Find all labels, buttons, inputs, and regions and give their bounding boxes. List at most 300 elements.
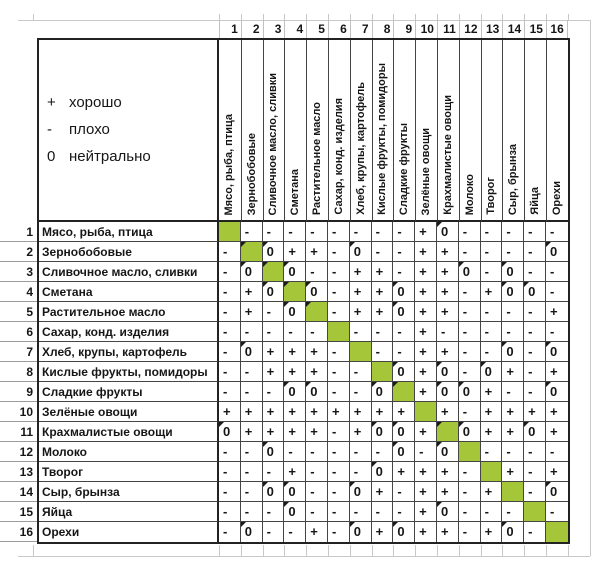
matrix-cell-r7-c5: + (306, 342, 328, 362)
matrix-cell-r5-c2: + (241, 302, 263, 322)
gridline-tick (263, 545, 264, 556)
gridline-tick (393, 545, 394, 556)
matrix-cell-r14-c11: + (437, 482, 459, 502)
matrix-cell-r3-c7: + (350, 262, 372, 282)
matrix-cell-r8-c5: + (306, 362, 328, 382)
legend-label-bad: плохо (69, 121, 110, 138)
row-label-7: Хлеб, крупы, картофель (39, 342, 219, 362)
matrix-cell-r12-c13: - (481, 442, 503, 462)
matrix-cell-r10-c13: + (481, 402, 503, 422)
row-number: 4 (0, 282, 37, 302)
matrix-cell-r12-c2: - (241, 442, 263, 462)
matrix-cell-r9-c7: - (350, 382, 372, 402)
matrix-cell-r4-c3: 0 (263, 282, 285, 302)
legend-item-neutral (47, 148, 217, 166)
matrix-cell-r11-c1: 0 (219, 422, 241, 442)
matrix-cell-r1-c7: - (350, 222, 372, 242)
matrix-cell-r7-c12: - (459, 342, 481, 362)
row-number: 9 (0, 382, 37, 402)
matrix-cell-r5-c1: - (219, 302, 241, 322)
row-label-13: Творог (39, 462, 219, 482)
matrix-cell-r10-c14: + (502, 402, 524, 422)
column-number: 12 (459, 20, 481, 38)
matrix-cell-r14-c3: 0 (263, 482, 285, 502)
matrix-cell-r5-c15: - (524, 302, 546, 322)
diagonal-cell-9 (393, 382, 415, 402)
row-label-6: Сахар, конд. изделия (39, 322, 219, 342)
matrix-cell-r14-c16: 0 (546, 482, 568, 502)
matrix-cell-r6-c11: - (437, 322, 459, 342)
matrix-cell-r6-c8: - (372, 322, 394, 342)
matrix-cell-r2-c14: - (502, 242, 524, 262)
matrix-cell-r8-c3: + (263, 362, 285, 382)
diagonal-cell-3 (263, 262, 285, 282)
matrix-cell-r11-c14: + (502, 422, 524, 442)
column-header-label: Сметана (289, 168, 302, 215)
matrix-cell-r6-c3: - (263, 322, 285, 342)
matrix-cell-r7-c3: + (263, 342, 285, 362)
gridline-tick (219, 545, 220, 556)
column-number: 6 (328, 20, 350, 38)
matrix-cell-r12-c16: - (546, 442, 568, 462)
matrix-cell-r14-c4: 0 (284, 482, 306, 502)
matrix-cell-r10-c12: - (459, 402, 481, 422)
matrix-cell-r2-c4: + (284, 242, 306, 262)
matrix-cell-r11-c2: + (241, 422, 263, 442)
row-number: 10 (0, 402, 37, 422)
row-number: 5 (0, 302, 37, 322)
gridline-tick (284, 545, 285, 556)
matrix-cell-r1-c4: - (284, 222, 306, 242)
matrix-cell-r6-c5: - (306, 322, 328, 342)
column-header-label: Сахар, конд. изделия (332, 98, 345, 215)
matrix-cell-r9-c10: + (415, 382, 437, 402)
column-header-label: Крахмалистые овощи (441, 95, 454, 215)
legend-label-neutral: нейтрально (69, 148, 151, 165)
matrix-cell-r4-c2: + (241, 282, 263, 302)
matrix-cell-r2-c6: - (328, 242, 350, 262)
column-number: 7 (350, 20, 372, 38)
matrix-cell-r15-c11: 0 (437, 502, 459, 522)
matrix-cell-r7-c16: 0 (546, 342, 568, 362)
diagonal-cell-13 (481, 462, 503, 482)
matrix-cell-r6-c9: - (393, 322, 415, 342)
matrix-cell-r8-c13: 0 (481, 362, 503, 382)
matrix-cell-r9-c1: - (219, 382, 241, 402)
matrix-cell-r16-c1: - (219, 522, 241, 542)
matrix-cell-r15-c14: - (502, 502, 524, 522)
row-number: 14 (0, 482, 37, 502)
row-number: 13 (0, 462, 37, 482)
matrix-cell-r1-c14: - (502, 222, 524, 242)
matrix-cell-r15-c5: - (306, 502, 328, 522)
matrix-cell-r10-c7: + (350, 402, 372, 422)
matrix-cell-r6-c13: - (481, 322, 503, 342)
matrix-cell-r9-c11: 0 (437, 382, 459, 402)
matrix-cell-r5-c8: + (372, 302, 394, 322)
matrix-cell-r13-c7: - (350, 462, 372, 482)
matrix-cell-r12-c8: - (372, 442, 394, 462)
column-number: 2 (241, 20, 263, 38)
matrix-cell-r6-c10: + (415, 322, 437, 342)
matrix-cell-r12-c4: - (284, 442, 306, 462)
matrix-cell-r8-c4: + (284, 362, 306, 382)
matrix-cell-r5-c3: - (263, 302, 285, 322)
row-number: 6 (0, 322, 37, 342)
column-header-label: Зернобобовые (245, 132, 258, 215)
matrix-cell-r8-c1: - (219, 362, 241, 382)
matrix-cell-r13-c15: - (524, 462, 546, 482)
column-header-label: Сладкие фрукты (398, 122, 411, 215)
gridline-tick (546, 545, 547, 556)
matrix-cell-r4-c1: - (219, 282, 241, 302)
matrix-cell-r11-c5: + (306, 422, 328, 442)
matrix-cell-r10-c11: + (437, 402, 459, 422)
matrix-cell-r7-c15: - (524, 342, 546, 362)
matrix-cell-r5-c9: 0 (393, 302, 415, 322)
matrix-cell-r15-c13: - (481, 502, 503, 522)
column-number: 5 (306, 20, 328, 38)
matrix-cell-r7-c8: - (372, 342, 394, 362)
matrix-cell-r13-c9: + (393, 462, 415, 482)
matrix-cell-r6-c1: - (219, 322, 241, 342)
column-header-9 (393, 40, 415, 222)
column-header-label: Растительное масло (311, 101, 324, 215)
matrix-cell-r13-c11: + (437, 462, 459, 482)
column-header-label: Сливочное масло, сливки (267, 72, 280, 215)
matrix-cell-r10-c2: + (241, 402, 263, 422)
matrix-cell-r10-c4: + (284, 402, 306, 422)
column-header-7 (350, 40, 372, 222)
matrix-cell-r7-c9: - (393, 342, 415, 362)
matrix-cell-r16-c11: + (437, 522, 459, 542)
matrix-cell-r14-c7: 0 (350, 482, 372, 502)
column-header-label: Молоко (463, 173, 476, 215)
column-number: 10 (415, 20, 437, 38)
matrix-cell-r10-c3: + (263, 402, 285, 422)
row-number: 3 (0, 262, 37, 282)
matrix-cell-r13-c14: + (502, 462, 524, 482)
matrix-cell-r8-c15: - (524, 362, 546, 382)
matrix-cell-r3-c12: 0 (459, 262, 481, 282)
row-number: 8 (0, 362, 37, 382)
matrix-cell-r9-c15: - (524, 382, 546, 402)
matrix-cell-r7-c6: - (328, 342, 350, 362)
matrix-cell-r15-c1: - (219, 502, 241, 522)
matrix-cell-r9-c4: 0 (284, 382, 306, 402)
matrix-cell-r3-c9: - (393, 262, 415, 282)
column-header-15 (524, 40, 546, 222)
matrix-cell-r8-c2: - (241, 362, 263, 382)
matrix-cell-r11-c7: + (350, 422, 372, 442)
column-number: 4 (284, 20, 306, 38)
matrix-cell-r5-c13: - (481, 302, 503, 322)
matrix-cell-r3-c13: - (481, 262, 503, 282)
matrix-cell-r15-c12: - (459, 502, 481, 522)
matrix-cell-r4-c12: - (459, 282, 481, 302)
matrix-cell-r14-c1: - (219, 482, 241, 502)
matrix-cell-r13-c6: - (328, 462, 350, 482)
matrix-cell-r1-c3: - (263, 222, 285, 242)
matrix-cell-r16-c4: - (284, 522, 306, 542)
matrix-cell-r8-c9: 0 (393, 362, 415, 382)
column-header-14 (502, 40, 524, 222)
column-header-label: Орехи (550, 180, 563, 215)
column-number: 9 (393, 20, 415, 38)
matrix-cell-r6-c7: - (350, 322, 372, 342)
column-number: 13 (481, 20, 503, 38)
diagonal-cell-5 (306, 302, 328, 322)
matrix-cell-r3-c11: + (437, 262, 459, 282)
matrix-cell-r16-c7: 0 (350, 522, 372, 542)
matrix-cell-r2-c10: + (415, 242, 437, 262)
matrix-cell-r11-c15: 0 (524, 422, 546, 442)
matrix-cell-r9-c13: + (481, 382, 503, 402)
matrix-cell-r7-c4: + (284, 342, 306, 362)
diagonal-cell-6 (328, 322, 350, 342)
matrix-cell-r15-c6: - (328, 502, 350, 522)
matrix-cell-r5-c10: + (415, 302, 437, 322)
gridline-right (590, 20, 591, 556)
gridline-tick (568, 14, 569, 20)
gridline-tick (502, 545, 503, 556)
matrix-cell-r13-c5: - (306, 462, 328, 482)
matrix-cell-r8-c11: 0 (437, 362, 459, 382)
matrix-cell-r3-c10: + (415, 262, 437, 282)
matrix-cell-r1-c16: - (546, 222, 568, 242)
diagonal-cell-15 (524, 502, 546, 522)
matrix-cell-r3-c16: - (546, 262, 568, 282)
matrix-cell-r9-c16: 0 (546, 382, 568, 402)
matrix-cell-r15-c16: - (546, 502, 568, 522)
matrix-cell-r14-c15: - (524, 482, 546, 502)
gridline-bottom (18, 556, 590, 557)
matrix-cell-r7-c14: 0 (502, 342, 524, 362)
row-number: 15 (0, 502, 37, 522)
gridline-tick (372, 545, 373, 556)
matrix-cell-r12-c3: 0 (263, 442, 285, 462)
matrix-cell-r2-c15: - (524, 242, 546, 262)
matrix-cell-r13-c16: + (546, 462, 568, 482)
column-header-10 (415, 40, 437, 222)
matrix-cell-r3-c8: + (372, 262, 394, 282)
matrix-table (37, 38, 570, 544)
matrix-cell-r12-c6: - (328, 442, 350, 462)
matrix-cell-r12-c10: - (415, 442, 437, 462)
gridline-tick (241, 545, 242, 556)
matrix-cell-r12-c1: - (219, 442, 241, 462)
row-numbers-column (0, 222, 37, 542)
column-header-1 (219, 40, 241, 222)
column-header-3 (263, 40, 285, 222)
matrix-cell-r16-c15: - (524, 522, 546, 542)
matrix-cell-r12-c5: - (306, 442, 328, 462)
matrix-cell-r4-c15: 0 (524, 282, 546, 302)
matrix-cell-r3-c1: - (219, 262, 241, 282)
matrix-cell-r3-c15: - (524, 262, 546, 282)
matrix-cell-r14-c2: - (241, 482, 263, 502)
gridline-tick (33, 14, 34, 20)
matrix-cell-r2-c13: - (481, 242, 503, 262)
row-label-8: Кислые фрукты, помидоры (39, 362, 219, 382)
column-header-label: Зелёные овощи (420, 127, 433, 215)
matrix-cell-r8-c10: + (415, 362, 437, 382)
matrix-cell-r9-c8: 0 (372, 382, 394, 402)
row-label-2: Зернобобовые (39, 242, 219, 262)
row-label-3: Сливочное масло, сливки (39, 262, 219, 282)
matrix-cell-r16-c8: + (372, 522, 394, 542)
matrix-cell-r9-c5: 0 (306, 382, 328, 402)
matrix-cell-r12-c15: - (524, 442, 546, 462)
gridline-tick (481, 545, 482, 556)
matrix-cell-r11-c13: + (481, 422, 503, 442)
matrix-cell-r1-c8: - (372, 222, 394, 242)
matrix-cell-r16-c3: - (263, 522, 285, 542)
column-header-label: Яйца (529, 187, 542, 215)
matrix-cell-r10-c8: + (372, 402, 394, 422)
matrix-cell-r13-c12: - (459, 462, 481, 482)
matrix-cell-r8-c12: - (459, 362, 481, 382)
matrix-cell-r14-c12: - (459, 482, 481, 502)
matrix-cell-r2-c5: + (306, 242, 328, 262)
row-number: 11 (0, 422, 37, 442)
row-label-15: Яйца (39, 502, 219, 522)
matrix-cell-r4-c14: 0 (502, 282, 524, 302)
matrix-cell-r8-c16: + (546, 362, 568, 382)
matrix-cell-r4-c16: - (546, 282, 568, 302)
column-number: 15 (524, 20, 546, 38)
matrix-cell-r1-c13: - (481, 222, 503, 242)
column-number: 8 (372, 20, 394, 38)
matrix-cell-r4-c11: + (437, 282, 459, 302)
matrix-cell-r8-c14: + (502, 362, 524, 382)
matrix-cell-r16-c12: - (459, 522, 481, 542)
minus-symbol: - (47, 121, 52, 138)
legend-label-good: хорошо (69, 94, 122, 111)
row-number: 7 (0, 342, 37, 362)
matrix-cell-r16-c10: + (415, 522, 437, 542)
zero-symbol: 0 (47, 148, 56, 165)
matrix-cell-r14-c5: - (306, 482, 328, 502)
matrix-cell-r10-c5: + (306, 402, 328, 422)
matrix-cell-r4-c7: + (350, 282, 372, 302)
matrix-cell-r3-c5: - (306, 262, 328, 282)
row-number: 2 (0, 242, 37, 262)
row-number: 16 (0, 522, 37, 542)
gridline-tick (568, 545, 569, 556)
matrix-cell-r6-c16: - (546, 322, 568, 342)
gridline-tick (350, 545, 351, 556)
column-header-label: Хлеб, крупы, картофель (354, 82, 367, 215)
matrix-cell-r14-c8: + (372, 482, 394, 502)
column-header-label: Сыр, брынза (507, 143, 520, 215)
matrix-cell-r11-c12: 0 (459, 422, 481, 442)
legend (39, 40, 219, 222)
matrix-cell-r15-c9: - (393, 502, 415, 522)
matrix-cell-r3-c14: 0 (502, 262, 524, 282)
matrix-cell-r16-c13: + (481, 522, 503, 542)
matrix-cell-r11-c16: + (546, 422, 568, 442)
matrix-cell-r15-c7: - (350, 502, 372, 522)
matrix-cell-r11-c4: + (284, 422, 306, 442)
matrix-cell-r7-c1: - (219, 342, 241, 362)
row-label-4: Сметана (39, 282, 219, 302)
matrix-cell-r1-c10: + (415, 222, 437, 242)
matrix-cell-r3-c2: 0 (241, 262, 263, 282)
matrix-cell-r5-c16: + (546, 302, 568, 322)
legend-item-good (47, 94, 217, 112)
matrix-cell-r1-c15: - (524, 222, 546, 242)
diagonal-cell-12 (459, 442, 481, 462)
matrix-cell-r7-c13: - (481, 342, 503, 362)
matrix-cell-r11-c10: + (415, 422, 437, 442)
matrix-cell-r2-c12: - (459, 242, 481, 262)
matrix-cell-r6-c4: - (284, 322, 306, 342)
plus-symbol: + (47, 94, 56, 111)
row-number: 12 (0, 442, 37, 462)
gridline-tick (328, 545, 329, 556)
matrix-cell-r11-c6: - (328, 422, 350, 442)
row-number: 1 (0, 222, 37, 242)
row-label-9: Сладкие фрукты (39, 382, 219, 402)
matrix-cell-r12-c14: - (502, 442, 524, 462)
matrix-cell-r9-c6: - (328, 382, 350, 402)
matrix-cell-r3-c6: - (328, 262, 350, 282)
matrix-cell-r10-c1: + (219, 402, 241, 422)
matrix-cell-r15-c8: - (372, 502, 394, 522)
matrix-cell-r7-c11: + (437, 342, 459, 362)
matrix-cell-r13-c8: 0 (372, 462, 394, 482)
matrix-cell-r11-c3: + (263, 422, 285, 442)
matrix-cell-r9-c14: - (502, 382, 524, 402)
matrix-cell-r16-c14: 0 (502, 522, 524, 542)
matrix-cell-r5-c12: - (459, 302, 481, 322)
matrix-cell-r1-c5: - (306, 222, 328, 242)
diagonal-cell-7 (350, 342, 372, 362)
column-number: 1 (219, 20, 241, 38)
matrix-cell-r15-c3: - (263, 502, 285, 522)
matrix-cell-r9-c12: 0 (459, 382, 481, 402)
matrix-cell-r4-c6: - (328, 282, 350, 302)
matrix-cell-r5-c7: + (350, 302, 372, 322)
matrix-cell-r13-c4: + (284, 462, 306, 482)
matrix-cell-r12-c7: - (350, 442, 372, 462)
matrix-cell-r2-c11: + (437, 242, 459, 262)
matrix-cell-r14-c6: - (328, 482, 350, 502)
gridline-tick (524, 545, 525, 556)
column-numbers-row (219, 20, 568, 38)
column-header-11 (437, 40, 459, 222)
matrix-cell-r3-c4: 0 (284, 262, 306, 282)
matrix-cell-r7-c10: + (415, 342, 437, 362)
matrix-cell-r13-c3: - (263, 462, 285, 482)
matrix-cell-r2-c7: 0 (350, 242, 372, 262)
matrix-cell-r6-c14: - (502, 322, 524, 342)
column-header-8 (372, 40, 394, 222)
matrix-cell-r11-c8: 0 (372, 422, 394, 442)
row-label-14: Сыр, брынза (39, 482, 219, 502)
matrix-cell-r2-c8: - (372, 242, 394, 262)
column-number: 11 (437, 20, 459, 38)
matrix-cell-r13-c1: - (219, 462, 241, 482)
row-label-1: Мясо, рыба, птица (39, 222, 219, 242)
matrix-cell-r5-c4: 0 (284, 302, 306, 322)
matrix-cell-r6-c15: - (524, 322, 546, 342)
gridline-tick (459, 545, 460, 556)
matrix-cell-r1-c12: - (459, 222, 481, 242)
matrix-cell-r4-c13: + (481, 282, 503, 302)
matrix-cell-r15-c2: - (241, 502, 263, 522)
